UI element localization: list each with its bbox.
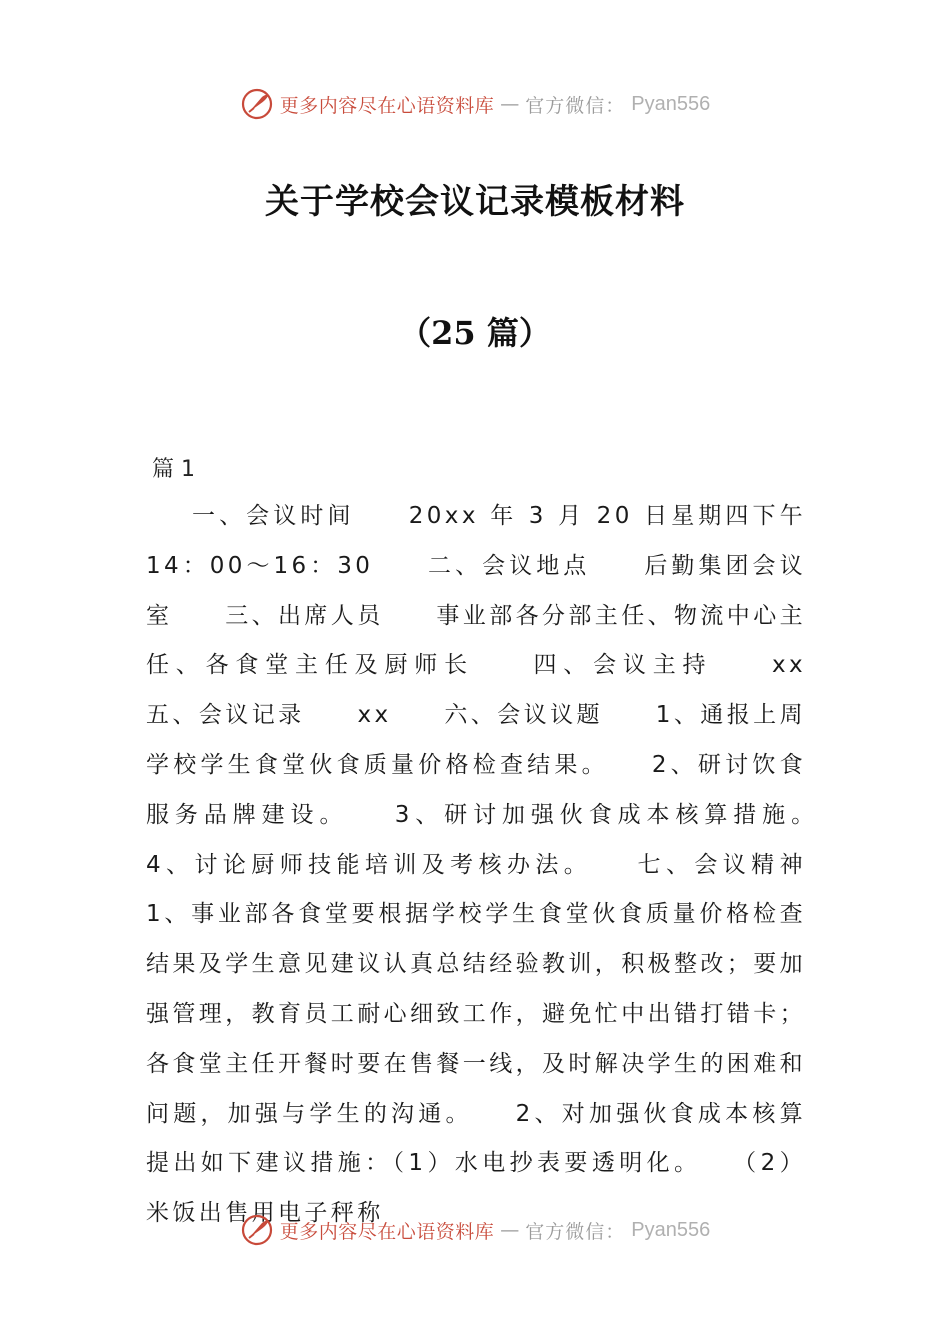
footer-watermark xyxy=(0,1210,950,1250)
watermark-wechat-id: Pyan556 xyxy=(631,92,711,115)
quill-pen-icon xyxy=(240,87,274,121)
header-watermark xyxy=(0,84,950,124)
body-paragraph: 一、会议时间 20xx 年 3 月 20 日星期四下午 14：00～16：30 二、会议地点 后勤集团会议室 三、出席人员 事业部各分部主任、物流中心主任、各食堂主任及厨师长 四、会议主持 xx 五、会议记录 xx 六、会议议题 1、通报上周学校学生食堂伙食质量价格检查结果。 2、研讨饮食服务品牌建设。 3、研讨加强伙食成本核算措施。 4、讨论厨师技能培训及考核办法。 七、会议精神 1、事业部各食堂要根据学校学生食堂伙食质量价格检查结果及学生意见建议认真总结经验教训，积极整改；要加强管理，教育员工耐心细致工作，避免忙中出错打错卡；各食堂主任开餐时要在售餐一线，及时解决学生的困难和问题，加强与学生的沟通。 2、对加强伙食成本核算提出如下建议措施：（1）水电抄表要透明化。 （2）米饭出售用电子秤称 xyxy=(146,503,859,1227)
watermark-site-text: 更多内容尽在心语资料库 xyxy=(279,1220,495,1243)
watermark-wechat-label: 官方微信： xyxy=(525,1220,626,1243)
quill-pen-icon xyxy=(240,1213,274,1247)
section-label: 篇 1 xyxy=(152,457,195,482)
watermark-wechat-label: 官方微信： xyxy=(525,94,626,117)
watermark-site-text: 更多内容尽在心语资料库 xyxy=(279,94,495,117)
watermark-separator: — xyxy=(500,1219,520,1241)
watermark-separator: — xyxy=(500,93,520,115)
document-subtitle: （25 篇） xyxy=(399,314,551,352)
watermark-wechat-id: Pyan556 xyxy=(631,1218,711,1241)
document-title: 关于学校会议记录模板材料 xyxy=(265,182,685,222)
